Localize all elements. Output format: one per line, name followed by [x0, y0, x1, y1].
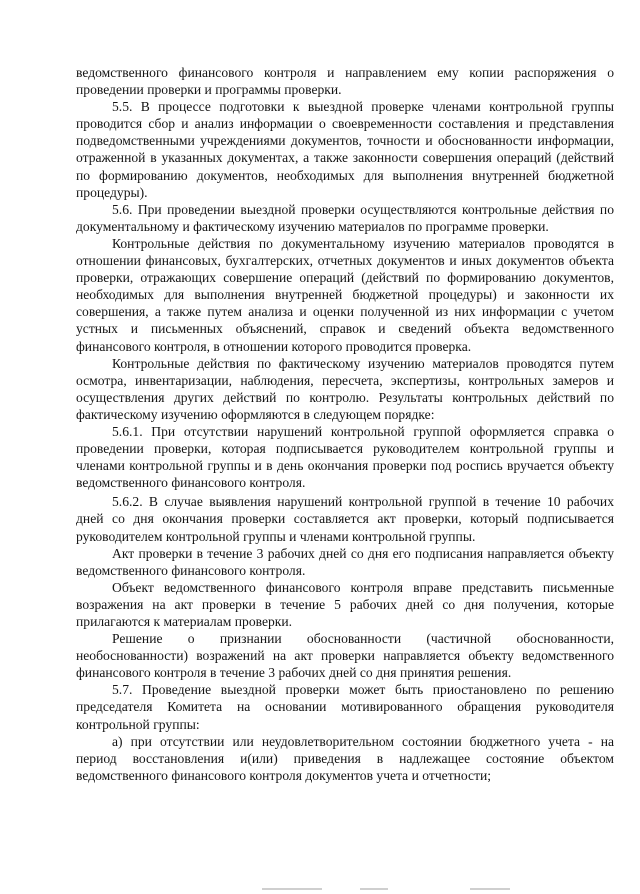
paragraph-5-7: 5.7. Проведение выездной проверки может быть приостановлено по решению председателя Комитета на основании мотивированного обращения руководителя контрольной группы: [76, 682, 614, 732]
paragraph-decision: Решение о признании обоснованности (частичной обоснованности, необоснованности) возражений на акт проверки направляется объекту ведомственного финансового контроля в течение 3 рабочих дней со дня принятия решения. [76, 631, 614, 681]
paragraph-item-a: а) при отсутствии или неудовлетворительном состоянии бюджетного учета - на период восстановления и(или) приведения в надлежащее состояние объектом ведомственного финансового контроля документов учета и отчетности; [76, 733, 614, 783]
paragraph-act-delivery: Акт проверки в течение 3 рабочих дней со дня его подписания направляется объекту ведомственного финансового контроля. [76, 545, 614, 578]
document-body [76, 64, 614, 784]
paragraph-5-6: 5.6. При проведении выездной проверки осуществляются контрольные действия по документальному и фактическому изучению материалов по программе проверки. [76, 201, 614, 234]
paragraph-5-6-1: 5.6.1. При отсутствии нарушений контрольной группой оформляется справка о проведении проверки, которая подписывается руководителем контрольной группы и членами контрольной группы и в день окончания проверки под роспись вручается объекту ведомственного финансового контроля. [76, 423, 614, 491]
bottom-edge-marks [0, 884, 640, 894]
paragraph-objections: Объект ведомственного финансового контроля вправе представить письменные возражения на акт проверки в течение 5 рабочих дней со дня получения, которые прилагаются к материалам проверки. [76, 579, 614, 629]
paragraph-5-6-2: 5.6.2. В случае выявления нарушений контрольной группой в течение 10 рабочих дней со дня окончания проверки составляется акт проверки, который подписывается руководителем контрольной группы и членами контрольной группы. [76, 494, 614, 544]
scan-mark [360, 888, 388, 890]
scan-mark [262, 888, 322, 890]
paragraph-factual-actions: Контрольные действия по фактическому изучению материалов проводятся путем осмотра, инвентаризации, наблюдения, пересчета, экспертизы, контрольных замеров и осуществления других действий по контролю. Результаты контрольных действий по фактическому изучению оформляются в следующем порядке: [76, 355, 614, 422]
paragraph-documentary-actions: Контрольные действия по документальному изучению материалов проводятся в отношении финансовых, бухгалтерских, отчетных документов и иных документов объекта проверки, отражающих совершение операций (действий по формированию документов, необходимых для выполнения внутренней бюджетной процедуры) и законности их совершения, а также путем анализа и оценки полученной из них информации с учетом устных и письменных объяснений, справок и сведений объекта ведомственного финансового контроля, в отношении которого проводится проверка. [76, 235, 614, 354]
paragraph-continuation: ведомственного финансового контроля и направлением ему копии распоряжения о проведении проверки и программы проверки. [76, 65, 614, 98]
scan-mark [470, 888, 510, 890]
paragraph-5-5: 5.5. В процессе подготовки к выездной проверке членами контрольной группы проводится сбор и анализ информации о своевременности составления и представления подведомственными учреждениями документов, точности и обоснованности информации, отраженной в указанных документах, а также законности совершения операций (действий по формированию документов, необходимых для выполнения внутренней бюджетной процедуры). [76, 99, 614, 200]
